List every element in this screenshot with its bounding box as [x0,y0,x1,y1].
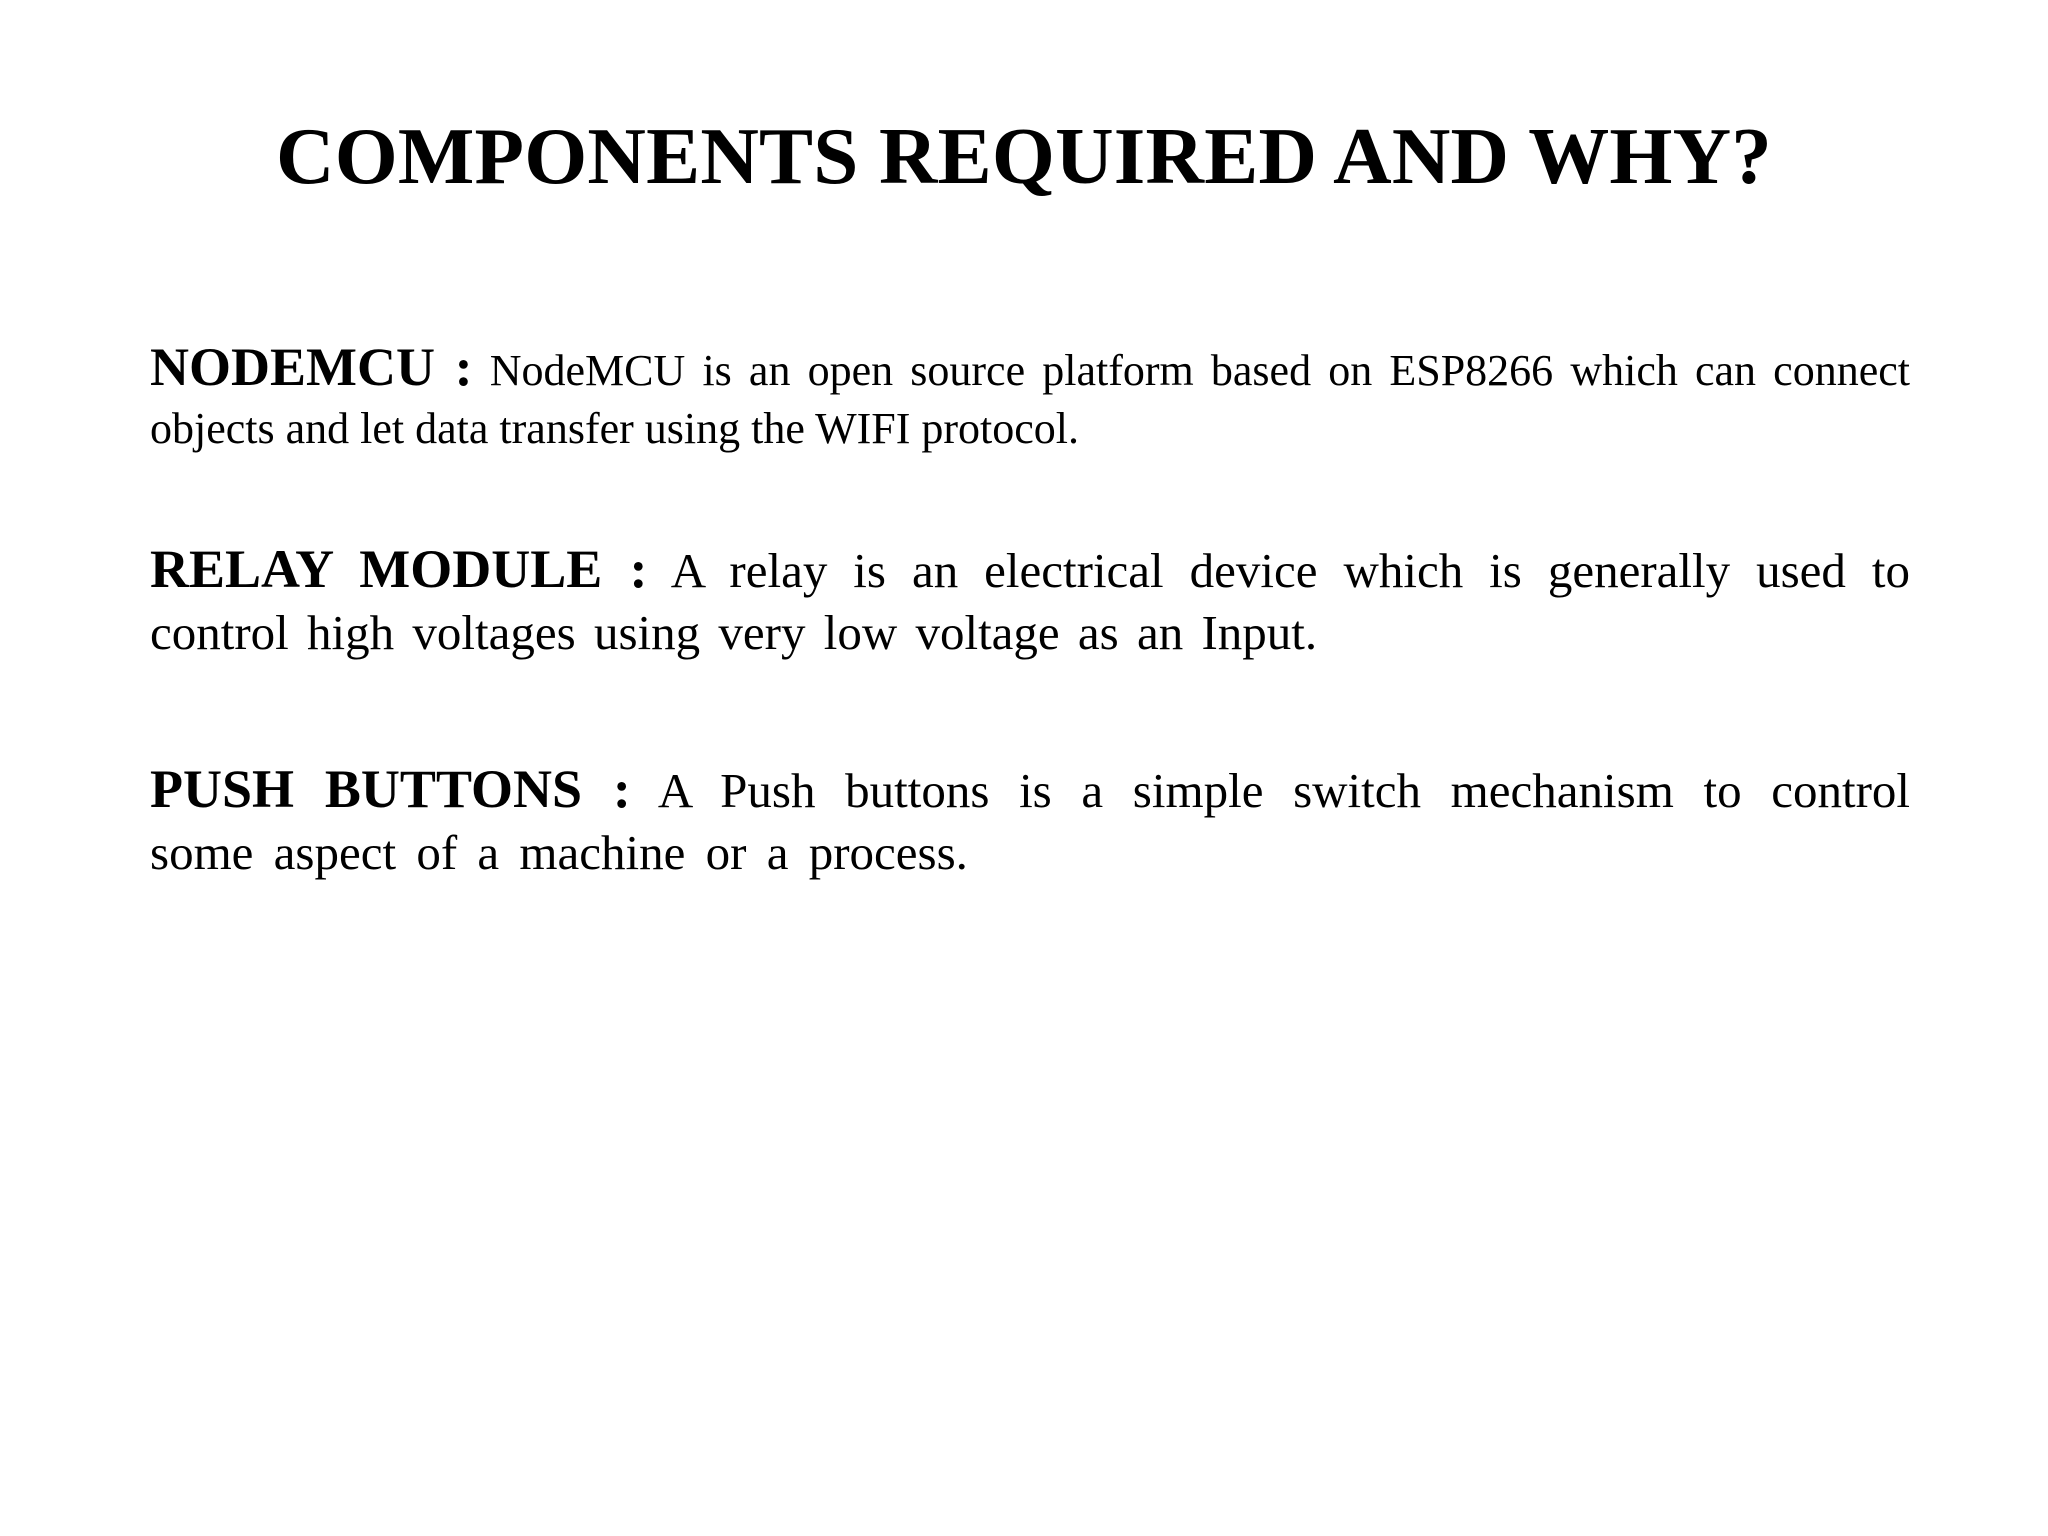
component-description: NodeMCU is an open source platform based on ESP8266 which can connect objects and let data transfer using the WIFI protocol. [150,346,1910,453]
component-term: NODEMCU : [150,337,473,397]
component-term: PUSH BUTTONS : [150,759,631,819]
component-nodemcu [150,338,1910,458]
slide-title: COMPONENTS REQUIRED AND WHY? [276,111,1772,201]
component-push-buttons [150,758,1910,884]
component-relay-module [150,538,1910,664]
component-term: RELAY MODULE : [150,539,648,599]
component-description: A Push buttons is a simple switch mechanism to control some aspect of a machine or a process. [150,763,1911,880]
component-description: A relay is an electrical device which is generally used to control high voltages using very low voltage as an Input. [150,543,1910,660]
